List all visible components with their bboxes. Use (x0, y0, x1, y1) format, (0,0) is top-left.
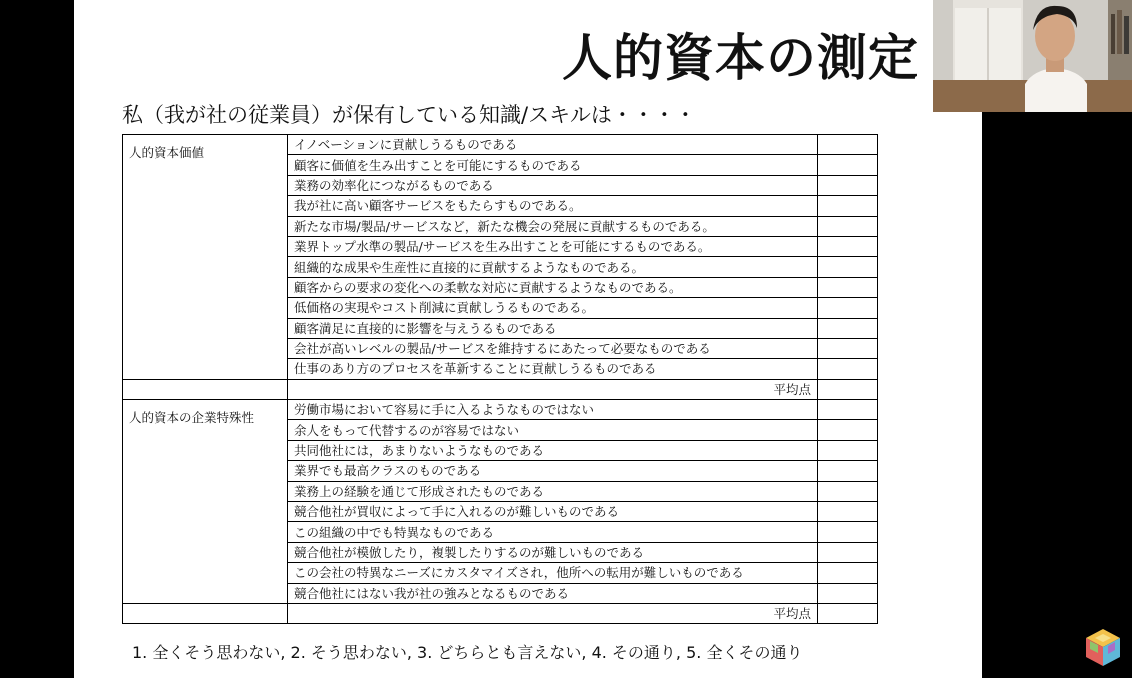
slide (74, 0, 982, 678)
score-cell[interactable] (818, 502, 878, 522)
item-statement: 顧客に価値を生み出すことを可能にするものである (288, 155, 818, 175)
score-cell[interactable] (818, 359, 878, 379)
table-row (123, 400, 878, 420)
category-label: 人的資本の企業特殊性 (129, 410, 255, 426)
item-statement: 顧客満足に直接的に影響を与えうるものである (288, 318, 818, 338)
score-cell[interactable] (818, 563, 878, 583)
score-cell[interactable] (818, 400, 878, 420)
item-statement: この会社の特異なニーズにカスタマイズされ，他所への転用が難しいものである (288, 563, 818, 583)
score-cell[interactable] (818, 481, 878, 501)
item-statement: 仕事のあり方のプロセスを革新することに貢献しうるものである (288, 359, 818, 379)
slide-title: 人的資本の測定 (562, 29, 919, 87)
average-score-cell[interactable] (818, 603, 878, 623)
webcam-feed-icon (933, 0, 1132, 112)
item-statement: 競合他社が買収によって手に入れるのが難しいものである (288, 502, 818, 522)
item-statement: 共同他社には，あまりないようなものである (288, 440, 818, 460)
average-row-spacer (123, 603, 288, 623)
item-statement: 業界でも最高クラスのものである (288, 461, 818, 481)
item-statement: イノベーションに貢献しうるものである (288, 135, 818, 155)
presenter-webcam (933, 0, 1132, 112)
item-statement: 会社が高いレベルの製品/サービスを維持するにあたって必要なものである (288, 338, 818, 358)
average-score-cell[interactable] (818, 379, 878, 399)
item-statement: 業界トップ水準の製品/サービスを生み出すことを可能にするものである。 (288, 236, 818, 256)
rating-scale-legend: 1. 全くそう思わない, 2. そう思わない, 3. どちらとも言えない, 4. その通り, 5. 全くその通り (132, 643, 803, 662)
score-cell[interactable] (818, 298, 878, 318)
item-statement: 競合他社が模倣したり，複製したりするのが難しいものである (288, 542, 818, 562)
category-cell (123, 135, 288, 380)
score-cell[interactable] (818, 216, 878, 236)
average-label: 平均点 (288, 379, 818, 399)
item-statement: 余人をもって代替するのが容易ではない (288, 420, 818, 440)
slide-subtitle: 私（我が社の従業員）が保有している知識/スキルは・・・・ (122, 103, 696, 127)
average-label: 平均点 (288, 603, 818, 623)
survey-table-body (123, 135, 878, 624)
item-statement: 低価格の実現やコスト削減に貢献しうるものである。 (288, 298, 818, 318)
item-statement: 我が社に高い顧客サービスをもたらすものである。 (288, 196, 818, 216)
cube-logo-icon (1082, 626, 1124, 668)
score-cell[interactable] (818, 135, 878, 155)
table-row (123, 135, 878, 155)
score-cell[interactable] (818, 196, 878, 216)
score-cell[interactable] (818, 175, 878, 195)
score-cell[interactable] (818, 440, 878, 460)
score-cell[interactable] (818, 583, 878, 603)
cube-logo (1082, 626, 1124, 668)
score-cell[interactable] (818, 420, 878, 440)
score-cell[interactable] (818, 236, 878, 256)
item-statement: 業務の効率化につながるものである (288, 175, 818, 195)
item-statement: この組織の中でも特異なものである (288, 522, 818, 542)
average-row (123, 379, 878, 399)
item-statement: 顧客からの要求の変化への柔軟な対応に貢献するようなものである。 (288, 277, 818, 297)
survey-table (122, 134, 878, 624)
score-cell[interactable] (818, 338, 878, 358)
category-label: 人的資本価値 (129, 145, 205, 160)
score-cell[interactable] (818, 522, 878, 542)
item-statement: 組織的な成果や生産性に直接的に貢献するようなものである。 (288, 257, 818, 277)
average-row (123, 603, 878, 623)
average-row-spacer (123, 379, 288, 399)
item-statement: 労働市場において容易に手に入るようなものではない (288, 400, 818, 420)
score-cell[interactable] (818, 257, 878, 277)
score-cell[interactable] (818, 277, 878, 297)
score-cell[interactable] (818, 318, 878, 338)
score-cell[interactable] (818, 461, 878, 481)
item-statement: 業務上の経験を通じて形成されたものである (288, 481, 818, 501)
item-statement: 新たな市場/製品/サービスなど，新たな機会の発展に貢献するものである。 (288, 216, 818, 236)
score-cell[interactable] (818, 155, 878, 175)
item-statement: 競合他社にはない我が社の強みとなるものである (288, 583, 818, 603)
score-cell[interactable] (818, 542, 878, 562)
category-cell (123, 400, 288, 604)
